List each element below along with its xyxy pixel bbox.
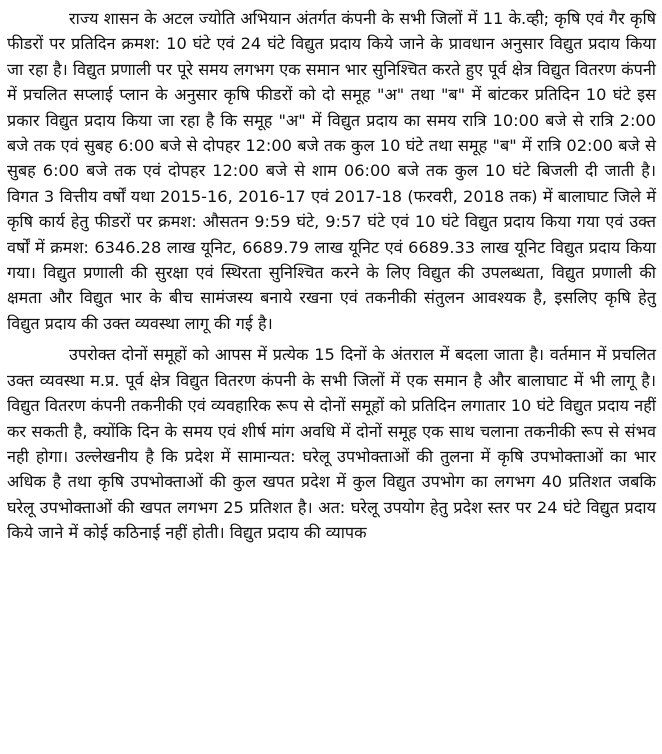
paragraph-group-rotation: उपरोक्त दोनों समूहों को आपस में प्रत्येक 15 दिनों के अंतराल में बदला जाता है। वर्तमान में प्रचलित उक्त व्यवस्था म.प्र. पूर्व क्षेत्र विद्युत वितरण कंपनी के सभी जिलों में एक समान है और बालाघाट में भी लागू है। विद्युत वितरण कंपनी तकनीकी एवं व्यवहारिक रूप से दोनों समूहों को प्रतिदिन लगातार 10 घंटे विद्युत प्रदाय नहीं कर सकती है, क्योंकि दिन के समय एवं शीर्ष मांग अवधि में दोनों समूह एक साथ चलाना तकनीकी रूप से संभव नही होगा। उल्लेखनीय है कि प्रदेश में सामान्यत: घरेलू उपभोक्ताओं की तुलना में कृषि उपभोक्ताओं का भार अधिक है तथा कृषि उपभोक्ताओं की कुल खपत प्रदेश में कुल विद्युत उपभोग का लगभग 40 प्रतिशत जबकि घरेलू उपभोक्ताओं की खपत लगभग 25 प्रतिशत है। अत: घरेलू उपयोग हेतु प्रदेश स्तर पर 24 घंटे विद्युत प्रदाय किये जाने में कोई कठिनाई नहीं होती। विद्युत प्रदाय की व्यापक xyxy=(7,345,656,543)
paragraph-supply-schedule: राज्य शासन के अटल ज्योति अभियान अंतर्गत कंपनी के सभी जिलों में 11 के.व्ही; कृषि एवं गैर कृषि फीडरों पर प्रतिदिन क्रमश: 10 घंटे एवं 24 घंटे विद्युत प्रदाय किये जाने के प्रावधान अनुसार विद्युत प्रदाय किया जा रहा है। विद्युत प्रणाली पर पूरे समय लगभग एक समान भार सुनिश्चित करते हुए पूर्व क्षेत्र विद्युत वितरण कंपनी में प्रचलित सप्लाई प्लान के अनुसार कृषि फीडरों को दो समूह "अ" तथा "ब" में बांटकर प्रतिदिन 10 घंटे इस प्रकार विद्युत प्रदाय किया जा रहा है कि समूह "अ" में विद्युत प्रदाय का समय रात्रि 10:00 बजे से रात्रि 2:00 बजे तक एवं सुबह 6:00 बजे से दोपहर 12:00 बजे तक कुल 10 घंटे तथा समूह "ब" में रात्रि 02:00 बजे से सुबह 6:00 बजे तक एवं दोपहर 12:00 बजे से शाम 06:00 बजे तक कुल 10 घंटे बिजली दी जाती है। विगत 3 वित्तीय वर्षों यथा 2015-16, 2016-17 एवं 2017-18 (फरवरी, 2018 तक) में बालाघाट जिले में कृषि कार्य हेतु फीडरों पर क्रमश: औसतन 9:59 घंटे, 9:57 घंटे एवं 10 घंटे विद्युत प्रदाय किया गया एवं उक्त वर्षों में क्रमश: 6346.28 लाख यूनिट, 6689.79 लाख यूनिट एवं 6689.33 लाख यूनिट विद्युत प्रदाय किया गया। विद्युत प्रणाली की सुरक्षा एवं स्थिरता सुनिश्चित करने के लिए विद्युत की उपलब्धता, विद्युत प्रणाली की क्षमता और विद्युत भार के बीच सामंजस्य बनाये रखना एवं तकनीकी संतुलन आवश्यक है, इसलिए कृषि हेतु विद्युत प्रदाय की उक्त व्यवस्था लागू की गई है। xyxy=(7,9,656,333)
